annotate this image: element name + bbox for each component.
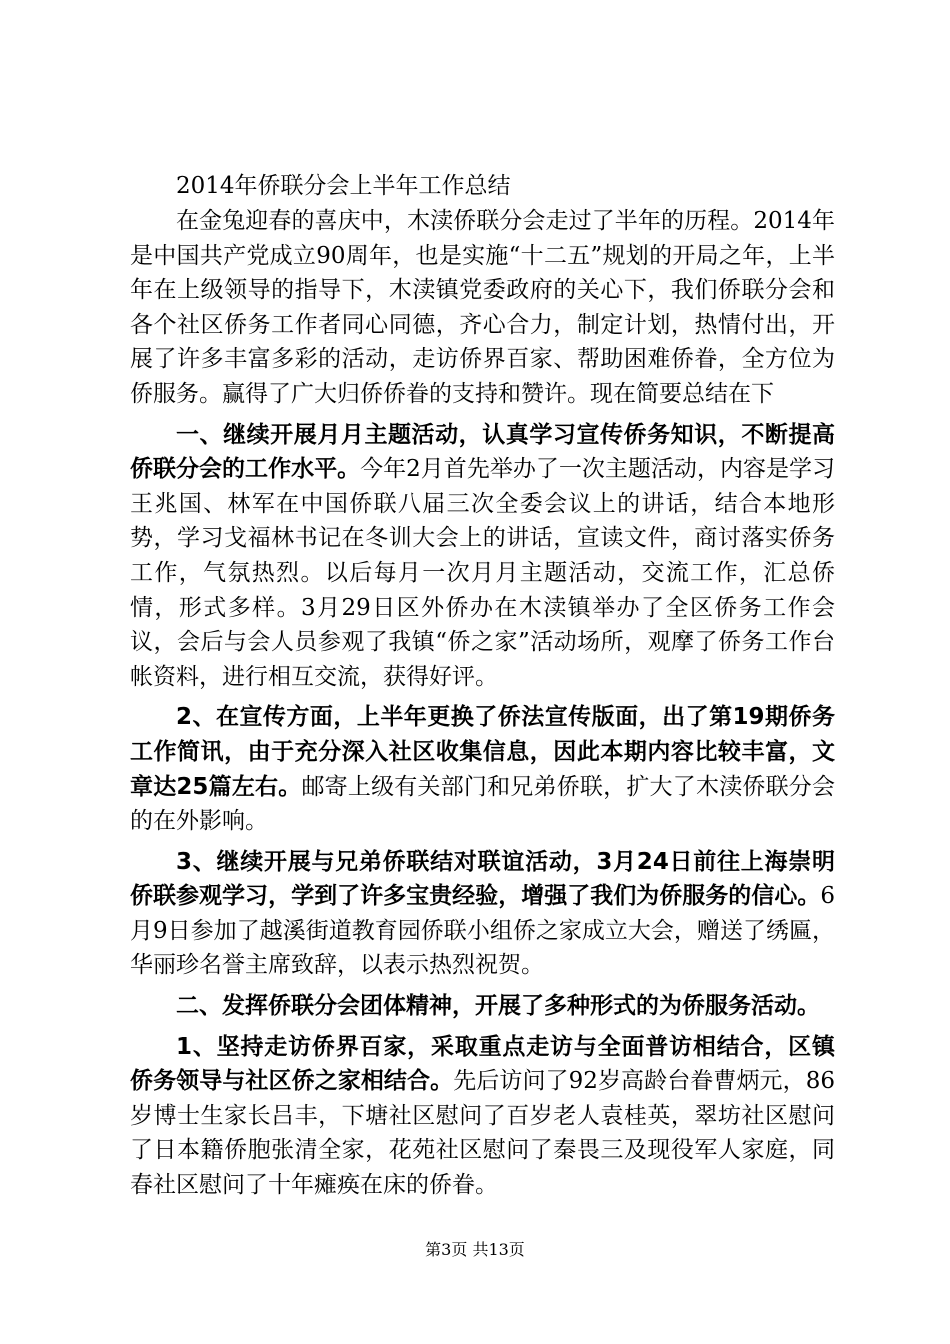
paragraph-text: 6月9日参加了越溪街道教育园侨联小组侨之家成立大会，赠送了绣匾，华丽珍名誉主席致辞，以表示热烈祝贺。 <box>130 883 835 979</box>
paragraph-item-exchange <box>130 845 835 983</box>
paragraph-intro <box>130 204 835 412</box>
paragraph-text: 在金兔迎春的喜庆中，木渎侨联分会走过了半年的历程。2014年是中国共产党成立90周年，也是实施“十二五”规划的开局之年，上半年在上级领导的指导下，木渎镇党委政府的关心下，我们侨联分会和各个社区侨务工作者同心同德，齐心合力，制定计划，热情付出，开展了许多丰富多彩的活动，走访侨界百家、帮助困难侨眷，全方位为侨服务。赢得了广大归侨侨眷的支持和赞许。现在简要总结在下 <box>130 208 835 407</box>
paragraph-bold-text: 一、继续开展月月主题活动，认真学习宣传侨务知识，不断提高侨联分会的工作水平。 <box>130 421 835 483</box>
paragraph-text: 先后访问了92岁高龄台眷曹炳元，86岁博士生家长吕丰，下塘社区慰问了百岁老人袁桂英，翠坊社区慰问了日本籍侨胞张清全家，花苑社区慰问了秦畏三及现役军人家庭，同春社区慰问了十年瘫痪在床的侨眷。 <box>130 1068 835 1199</box>
page-number-footer: 第3页 共13页 <box>425 1240 525 1259</box>
document-body <box>130 168 835 1203</box>
paragraph-bold-text: 3、继续开展与兄弟侨联结对联谊活动，3月24日前往上海崇明侨联参观学习，学到了许多宝贵经验，增强了我们为侨服务的信心。 <box>130 848 835 910</box>
paragraph-bold-text: 1、坚持走访侨界百家，采取重点走访与全面普访相结合，区镇侨务领导与社区侨之家相结合。 <box>130 1033 835 1095</box>
paragraph-section-1 <box>130 418 835 695</box>
paragraph-item-publicity <box>130 700 835 838</box>
document-title: 2014年侨联分会上半年工作总结 <box>176 173 511 199</box>
paragraph-text: 邮寄上级有关部门和兄弟侨联，扩大了木渎侨联分会的在外影响。 <box>130 773 835 835</box>
paragraph-bold-text: 二、发挥侨联分会团体精神，开展了多种形式的为侨服务活动。 <box>176 993 820 1020</box>
paragraph-text: 今年2月首先举办了一次主题活动，内容是学习王兆国、林军在中国侨联八届三次全委会议上的讲话，结合本地形势，学习戈福林书记在冬训大会上的讲话，宣读文件，商讨落实侨务工作，气氛热烈。以后每月一次月月主题活动，交流工作，汇总侨情，形式多样。3月29日区外侨办在木渎镇举办了全区侨务工作会议，会后与会人员参观了我镇“侨之家”活动场所，观摩了侨务工作台帐资料，进行相互交流，获得好评。 <box>130 456 835 690</box>
paragraph-bold-text: 2、在宣传方面，上半年更换了侨法宣传版面，出了第19期侨务工作简讯，由于充分深入社区收集信息，因此本期内容比较丰富，文章达25篇左右。 <box>130 704 835 800</box>
paragraph-item-visits <box>130 1030 835 1203</box>
paragraph-section-2 <box>130 989 835 1024</box>
